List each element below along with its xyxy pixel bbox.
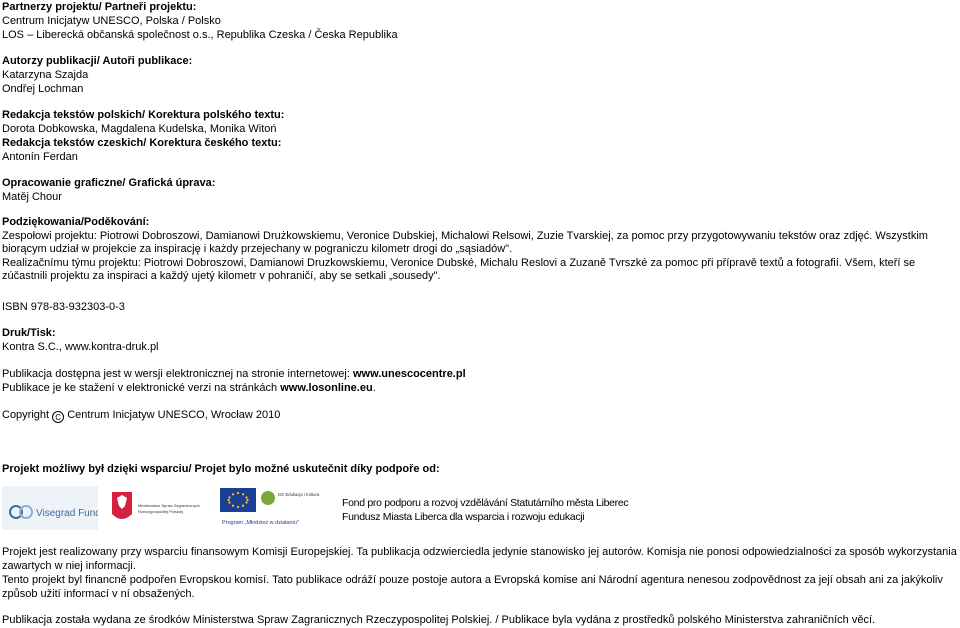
availability-czech-text: Publikace je ke stažení v elektronické verzi na stránkách bbox=[2, 382, 281, 394]
print-heading: Druk/Tisk: bbox=[2, 327, 56, 339]
polish-editing-names: Dorota Dobkowska, Magdalena Kudelska, Monika Witoń bbox=[2, 123, 277, 135]
print-section bbox=[2, 326, 958, 354]
thanks-heading: Podziękowania/Poděkování: bbox=[2, 216, 150, 228]
polish-editing-heading: Redakcja tekstów polskich/ Korektura polského textu: bbox=[2, 109, 285, 121]
graphics-section bbox=[2, 176, 958, 204]
sponsor-logos bbox=[0, 486, 960, 536]
unescocentre-link[interactable]: www.unescocentre.pl bbox=[352, 368, 466, 380]
availability-polish-text: Publikacja dostępna jest w wersji elektronicznej na stronie internetowej: bbox=[2, 368, 353, 380]
copyright-section bbox=[2, 408, 958, 423]
visegrad-icon bbox=[2, 486, 98, 530]
svg-text:Ministerstwo Spraw Zagraniczny: Ministerstwo Spraw Zagranicznych bbox=[138, 503, 200, 508]
publication-note-section bbox=[2, 613, 958, 627]
print-value: Kontra S.C., www.kontra-druk.pl bbox=[2, 341, 159, 353]
partner-line-2: LOS – Liberecká občanská společnost o.s., Republika Czeska / Česka Republika bbox=[2, 29, 398, 41]
partners-heading: Partnerzy projektu/ Partneři projektu: bbox=[2, 1, 197, 13]
authors-section bbox=[2, 54, 958, 96]
partner-line-1: Centrum Inicjatyw UNESCO, Polska / Polsko bbox=[2, 15, 221, 27]
availability-section bbox=[2, 367, 958, 395]
losonline-link[interactable]: www.losonline.eu bbox=[280, 382, 373, 394]
thanks-czech: Realizačnímu týmu projektu: Piotrowi Dobroszowi, Damianowi Druzkowskiemu, Veronice Dubské, Michalu Reslovi a Zuzaně Tvrszké za pomoc při přípravě textů a fotografií. Všem, kteří se zúčastnili projektu za inspiraci a každý ujetý kilometr v pohraničí, aby se setkali „sousedy". bbox=[2, 256, 916, 282]
liberec-fund-pl: Fundusz Miasta Liberca dla wsparcia i rozwoju edukacji bbox=[342, 511, 585, 523]
liberec-fund-logo bbox=[340, 486, 629, 530]
graphics-name: Matěj Chour bbox=[2, 191, 62, 203]
polish-eagle-icon bbox=[104, 486, 204, 530]
isbn: ISBN 978-83-932303-0-3 bbox=[2, 301, 125, 313]
copyright-icon: C bbox=[52, 411, 64, 423]
thanks-section bbox=[2, 216, 958, 284]
copyright-owner: Centrum Inicjatyw UNESCO, Wrocław 2010 bbox=[67, 409, 281, 421]
support-section bbox=[2, 462, 958, 476]
visegrad-logo bbox=[2, 486, 98, 530]
authors-heading: Autorzy publikacji/ Autoři publikace: bbox=[2, 55, 193, 67]
partners-section bbox=[2, 0, 958, 42]
availability-czech bbox=[2, 381, 958, 395]
czech-editing-heading: Redakcja tekstów czeskich/ Korektura českého textu: bbox=[2, 137, 282, 149]
support-heading: Projekt możliwy był dzięki wsparciu/ Projet bylo možné uskutečnit díky podpoře od: bbox=[2, 463, 440, 475]
svg-text:Rzeczypospolitej Polskiej: Rzeczypospolitej Polskiej bbox=[138, 509, 183, 514]
availability-polish bbox=[2, 367, 958, 381]
disclaimer-polish: Projekt jest realizowany przy wsparciu finansowym Komisji Europejskiej. Ta publikacja odzwierciedla jedynie stanowisko jej autorów. Komisja nie ponosi odpowiedzialności za sposób wykorzystania zawartych w niej informacji. bbox=[2, 546, 957, 572]
ministry-logo bbox=[104, 486, 204, 530]
svg-text:DG Edukacja i Kultura: DG Edukacja i Kultura bbox=[278, 492, 320, 497]
publication-note: Publikacja została wydana ze środków Ministerstwa Spraw Zagranicznych Rzeczypospolitej Polskiej. / Publikace byla vydána z prostředků polského Ministerstva zahraničních věcí. bbox=[2, 614, 876, 626]
copyright-line bbox=[2, 408, 958, 423]
liberec-fund-cz: Fond pro podporu a rozvoj vzdělávání Statutárního města Liberec bbox=[342, 497, 629, 509]
copyright-label: Copyright bbox=[2, 409, 50, 421]
graphics-heading: Opracowanie graficzne/ Grafická úprava: bbox=[2, 177, 216, 189]
disclaimer-section bbox=[2, 545, 958, 601]
author-name-2: Ondřej Lochman bbox=[2, 83, 84, 95]
eu-program-logo bbox=[218, 486, 336, 530]
svg-text:Program „Młodzież w działaniu": Program „Młodzież w działaniu" bbox=[222, 520, 299, 526]
thanks-polish: Zespołowi projektu: Piotrowi Dobroszowi, Damianowi Drużkowskiemu, Veronice Dubskiej, Michalowi Relsowi, Zuzie Tvarskiej, za pomoc przy przygotowywaniu tekstów oraz zdjęć. Wszystkim biorącym udział w projekcie za inspirację i każdy przejechany w pograniczu kilometr drogi do „sąsiadów". bbox=[2, 229, 928, 255]
editing-section bbox=[2, 108, 958, 164]
isbn-section bbox=[2, 300, 958, 314]
availability-czech-suffix: . bbox=[372, 382, 376, 394]
eu-flag-icon bbox=[218, 486, 336, 530]
visegrad-text: Visegrad Fund bbox=[36, 508, 98, 519]
disclaimer-czech: Tento projekt byl financně podpořen Evropskou komisí. Tato publikace odráží pouze postoje autora a Evropská komise ani Národní agentura nenesou zodpovědnost za její obsah ani za jakýkoliv způsob užití informací v ní obsažených. bbox=[2, 574, 943, 600]
czech-editing-names: Antonín Ferdan bbox=[2, 151, 78, 163]
author-name-1: Katarzyna Szajda bbox=[2, 69, 89, 81]
